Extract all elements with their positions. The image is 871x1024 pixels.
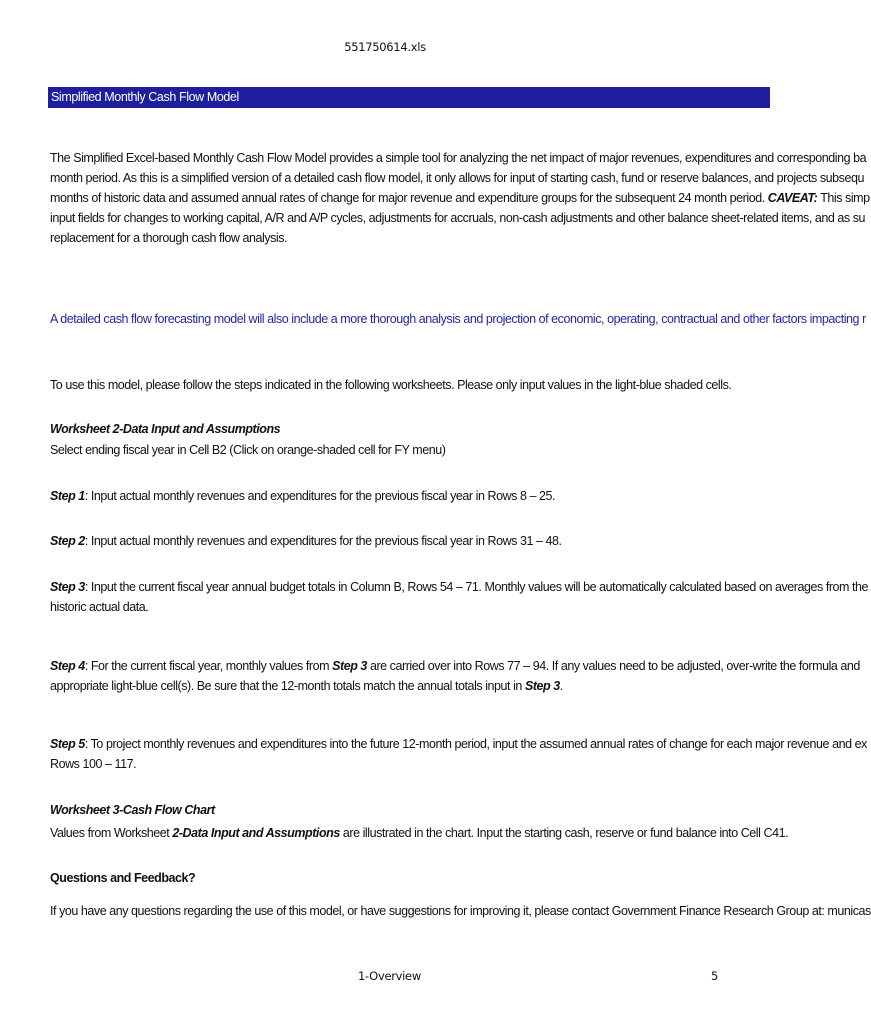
- step-1-text: : Input actual monthly revenues and expenditures for the previous fiscal year in Rows 8 – 25.: [84, 489, 556, 503]
- step-4-line-2-text: appropriate light-blue cell(s). Be sure that the 12-month totals match the annual totals input in: [50, 679, 525, 693]
- intro-line-4: input fields for changes to working capital, A/R and A/P cycles, adjustments for accruals, non-cash adjustments and other balance sheet-related items, and as su: [50, 211, 866, 225]
- step-4-line-2-ref: Step 3: [524, 679, 560, 693]
- step-4: [50, 659, 860, 673]
- page-header: 551750614.xls: [344, 40, 426, 54]
- footer-sheet-name: 1-Overview: [358, 969, 421, 983]
- step-4-label: Step 4: [50, 659, 85, 673]
- caveat-tail: This simp: [817, 191, 870, 205]
- step-3: [50, 580, 868, 594]
- step-2: [50, 534, 562, 548]
- step-4-line-2: [50, 679, 563, 693]
- worksheet-3-heading: Worksheet 3-Cash Flow Chart: [50, 803, 215, 817]
- step-5-label: Step 5: [50, 737, 85, 751]
- detailed-model-note: A detailed cash flow forecasting model will also include a more thorough analysis and projection of economic, operating, contractual and other factors impacting r: [50, 312, 866, 326]
- step-5-line-2: Rows 100 – 117.: [50, 757, 137, 771]
- worksheet-3-line-b: are illustrated in the chart. Input the starting cash, reserve or fund balance into Cell C41.: [339, 826, 789, 840]
- worksheet-2-line: Select ending fiscal year in Cell B2 (Click on orange-shaded cell for FY menu): [50, 443, 446, 457]
- step-5: [50, 737, 867, 751]
- step-4-ref: Step 3: [332, 659, 367, 673]
- step-1-label: Step 1: [50, 489, 85, 503]
- intro-line-3: [50, 191, 870, 205]
- step-4-text-a: : For the current fiscal year, monthly values from: [84, 659, 333, 673]
- intro-line-2: month period. As this is a simplified version of a detailed cash flow model, it only allows for input of starting cash, fund or reserve balances, and projects subsequ: [50, 171, 864, 185]
- step-2-text: : Input actual monthly revenues and expenditures for the previous fiscal year in Rows 31 – 48.: [84, 534, 562, 548]
- step-3-text: : Input the current fiscal year annual budget totals in Column B, Rows 54 – 71. Monthly values will be automatically calculated based on averages from the: [84, 580, 869, 594]
- step-4-text-b: are carried over into Rows 77 – 94. If any values need to be adjusted, over-write the formula and: [366, 659, 860, 673]
- caveat-label: CAVEAT:: [767, 191, 818, 205]
- usage-note: To use this model, please follow the steps indicated in the following worksheets. Please only input values in the light-blue shaded cells.: [50, 378, 732, 392]
- step-5-text: : To project monthly revenues and expenditures into the future 12-month period, input the assumed annual rates of change for each major revenue and ex: [84, 737, 867, 751]
- step-4-line-2-end: .: [559, 679, 563, 693]
- step-3-label: Step 3: [50, 580, 85, 594]
- questions-line: If you have any questions regarding the use of this model, or have suggestions for improving it, please contact Government Finance Research Group at: municas: [50, 904, 871, 918]
- worksheet-3-line-a: Values from Worksheet: [50, 826, 173, 840]
- worksheet-2-heading: Worksheet 2-Data Input and Assumptions: [50, 422, 281, 436]
- intro-line-3-text: months of historic data and assumed annual rates of change for major revenue and expenditure groups for the subsequent 24 month period.: [50, 191, 768, 205]
- intro-line-5: replacement for a thorough cash flow analysis.: [50, 231, 288, 245]
- step-1: [50, 489, 555, 503]
- footer-page-number: 5: [711, 969, 719, 983]
- title-bar: Simplified Monthly Cash Flow Model: [48, 87, 770, 108]
- step-2-label: Step 2: [50, 534, 85, 548]
- intro-line-1: The Simplified Excel-based Monthly Cash Flow Model provides a simple tool for analyzing the net impact of major revenues, expenditures and corresponding ba: [50, 151, 867, 165]
- questions-heading: Questions and Feedback?: [50, 871, 196, 885]
- worksheet-3-line: [50, 826, 788, 840]
- step-3-line-2: historic actual data.: [50, 600, 149, 614]
- worksheet-3-ref: 2-Data Input and Assumptions: [172, 826, 340, 840]
